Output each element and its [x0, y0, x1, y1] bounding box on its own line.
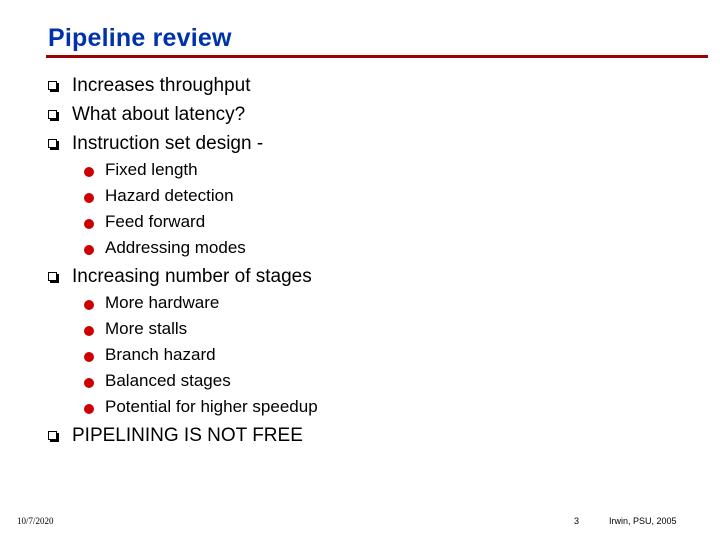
round-bullet-icon [84, 219, 94, 229]
bullet-text: What about latency? [72, 104, 246, 125]
bullet-text: Increasing number of stages [72, 266, 312, 287]
sub-bullet-text: Potential for higher speedup [105, 397, 318, 416]
square-bullet-icon [48, 431, 57, 440]
page-number: 3 [574, 516, 580, 526]
sub-bullet-text: Fixed length [105, 160, 198, 179]
round-bullet-icon [84, 193, 94, 203]
sub-bullet-text: Hazard detection [105, 186, 234, 205]
bullet-text: Increases throughput [72, 75, 251, 96]
sub-bullet-text: Balanced stages [105, 371, 231, 390]
footer-credit: Irwin, PSU, 2005 [609, 516, 677, 526]
footer-date: 10/7/2020 [17, 516, 54, 526]
sub-bullet-text: More hardware [105, 293, 220, 312]
round-bullet-icon [84, 352, 94, 362]
title-underline [46, 55, 708, 58]
square-bullet-icon [48, 272, 57, 281]
round-bullet-icon [84, 245, 94, 255]
sub-bullet-text: More stalls [105, 319, 188, 338]
sub-bullet-text: Feed forward [105, 212, 206, 231]
square-bullet-icon [48, 81, 57, 90]
sub-bullet-text: Branch hazard [105, 345, 216, 364]
round-bullet-icon [84, 167, 94, 177]
round-bullet-icon [84, 378, 94, 388]
sub-bullet-text: Addressing modes [105, 238, 246, 257]
bullet-text: Instruction set design - [72, 133, 264, 154]
round-bullet-icon [84, 300, 94, 310]
square-bullet-icon [48, 139, 57, 148]
bullet-text: PIPELINING IS NOT FREE [72, 425, 303, 446]
round-bullet-icon [84, 326, 94, 336]
square-bullet-icon [48, 110, 57, 119]
slide-title: Pipeline review [48, 24, 232, 52]
round-bullet-icon [84, 404, 94, 414]
